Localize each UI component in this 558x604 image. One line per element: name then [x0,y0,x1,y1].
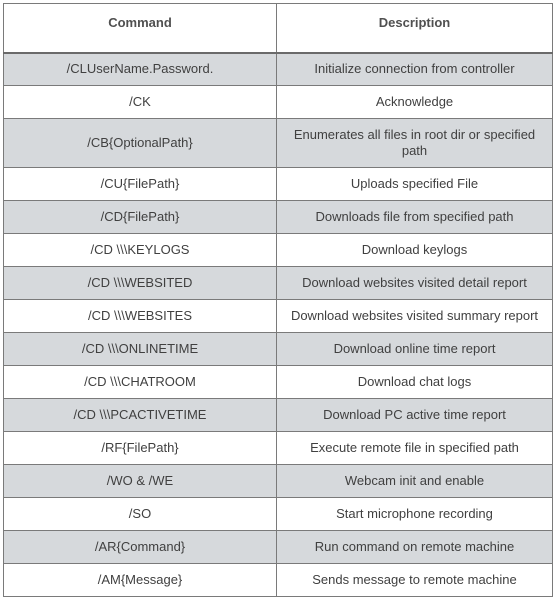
description-cell: Webcam init and enable [277,465,553,498]
command-cell: /CD{FilePath} [4,201,277,234]
table-row [4,432,553,465]
command-cell: /SO [4,498,277,531]
description-cell: Download online time report [277,333,553,366]
table-body [4,53,553,597]
command-cell: /CD \\\ONLINETIME [4,333,277,366]
command-cell: /CD \\\PCACTIVETIME [4,399,277,432]
description-cell: Download websites visited detail report [277,267,553,300]
table-row [4,168,553,201]
description-cell: Acknowledge [277,86,553,119]
table-row [4,234,553,267]
command-cell: /RF{FilePath} [4,432,277,465]
description-cell: Downloads file from specified path [277,201,553,234]
description-column-header: Description [277,4,553,53]
description-cell: Start microphone recording [277,498,553,531]
table-row [4,333,553,366]
table-row [4,498,553,531]
table-row [4,366,553,399]
table-row [4,119,553,168]
table-row [4,53,553,86]
table-row [4,564,553,597]
command-cell: /AR{Command} [4,531,277,564]
command-cell: /CD \\\WEBSITES [4,300,277,333]
table-row [4,201,553,234]
command-table [3,3,553,597]
command-column-header: Command [4,4,277,53]
description-cell: Download keylogs [277,234,553,267]
command-cell: /CU{FilePath} [4,168,277,201]
description-cell: Uploads specified File [277,168,553,201]
description-cell: Initialize connection from controller [277,53,553,86]
command-cell: /CD \\\KEYLOGS [4,234,277,267]
description-cell: Execute remote file in specified path [277,432,553,465]
table-row [4,300,553,333]
table-row [4,399,553,432]
description-cell: Download PC active time report [277,399,553,432]
table-row [4,465,553,498]
command-cell: /CB{OptionalPath} [4,119,277,168]
table-row [4,267,553,300]
command-cell: /AM{Message} [4,564,277,597]
description-cell: Enumerates all files in root dir or specified path [277,119,553,168]
description-cell: Run command on remote machine [277,531,553,564]
table-row [4,86,553,119]
table-row [4,531,553,564]
command-cell: /CK [4,86,277,119]
description-cell: Sends message to remote machine [277,564,553,597]
header-row [4,4,553,53]
description-cell: Download chat logs [277,366,553,399]
description-cell: Download websites visited summary report [277,300,553,333]
command-cell: /CLUserName.Password. [4,53,277,86]
command-cell: /CD \\\CHATROOM [4,366,277,399]
table-header [4,4,553,53]
command-cell: /CD \\\WEBSITED [4,267,277,300]
command-cell: /WO & /WE [4,465,277,498]
